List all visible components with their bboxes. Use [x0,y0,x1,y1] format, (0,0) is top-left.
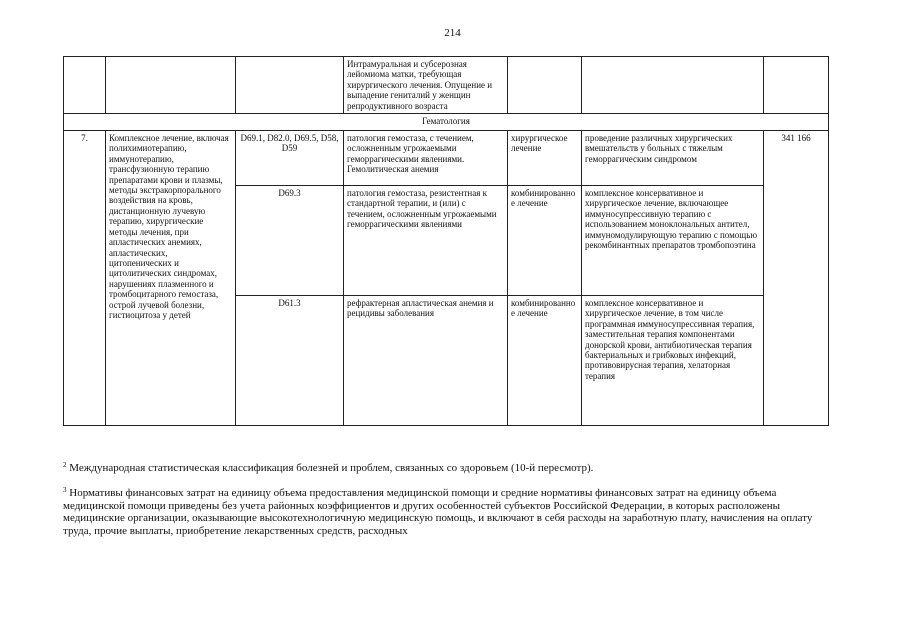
section-row [64,114,829,131]
diagnosis: рефрактерная апластическая анемия и рецидивы заболевания [344,296,508,426]
footnote-text: Международная статистическая классификация болезней и проблем, связанных со здоровьем (10-й пересмотр). [69,462,594,474]
diagnosis: патология гемостаза, с течением, осложненным угрожаемыми геморрагическими явлениями. Гемолитическая анемия [344,131,508,186]
footnote-marker: 2 [63,461,67,469]
icd-codes: D69.1, D82.0, D69.5, D58, D59 [236,131,344,186]
icd-codes: D61.3 [236,296,344,426]
footnote-3 [63,484,833,537]
cell-empty [106,57,236,114]
treatment-type: комбинированное лечение [508,296,582,426]
cell-empty [582,57,764,114]
diagnosis: патология гемостаза, резистентная к стандартной терапии, и (или) с течением, осложненным угрожаемыми геморрагическими явлениями [344,186,508,296]
table-row [64,131,829,186]
treatment-method: проведение различных хирургических вмешательств у больных с тяжелым геморрагическим синдромом [582,131,764,186]
footnote-2 [63,459,833,475]
entry-name: Комплексное лечение, включая полихимиотерапию, иммунотерапию, трансфузионную терапию препаратами крови и плазмы, методы экстракорпорального воздействия на кровь, дистанционную лучевую терапию, хирургические методы лечения, при апластических анемиях, апластических, цитопенических и цитолитических синдромах, нарушениях плазменного и тромбоцитарного гемостаза, острой лучевой болезни, гистиоцитоза у детей [106,131,236,426]
treatment-method: комплексное консервативное и хирургическое лечение, включающее иммуносупрессивную терапию с использованием моноклональных антител, иммуномодулирующую терапию с помощью рекомбинантных препаратов тромбопоэтина [582,186,764,296]
section-title: Гематология [64,114,829,131]
cost-value: 341 166 [764,131,829,426]
continuation-row [64,57,829,114]
page-number: 214 [444,27,461,39]
entry-number: 7. [64,131,106,426]
treatment-method: комплексное консервативное и хирургическое лечение, в том числе программная иммуносупрессивная терапия, заместительная терапия компонентами донорской крови, антибиотическая терапия бактериальных и грибковых инфекций, противовирусная терапия, хелаторная терапия [582,296,764,426]
treatment-type: хирургическое лечение [508,131,582,186]
cell-empty [64,57,106,114]
procedures-table [63,56,829,426]
continuation-diagnosis: Интрамуральная и субсерозная лейомиома матки, требующая хирургического лечения. Опущение и выпадение гениталий у женщин репродуктивного возраста [344,57,508,114]
footnote-text: Нормативы финансовых затрат на единицу объема предоставления медицинской помощи и средние нормативы финансовых затрат на единицу объема медицинской помощи приведены без учета районных коэффициентов и других особенностей субъектов Российской Федерации, в которых расположены медицинские организации, оказывающие высокотехнологичную медицинскую помощь, и включают в себя расходы на заработную плату, начисления на оплату труда, прочие выплаты, приобретение лекарственных средств, расходных [63,487,813,537]
icd-codes: D69.3 [236,186,344,296]
cell-empty [508,57,582,114]
footnote-marker: 3 [63,486,67,494]
cell-empty [236,57,344,114]
cell-empty [764,57,829,114]
treatment-type: комбинированное лечение [508,186,582,296]
